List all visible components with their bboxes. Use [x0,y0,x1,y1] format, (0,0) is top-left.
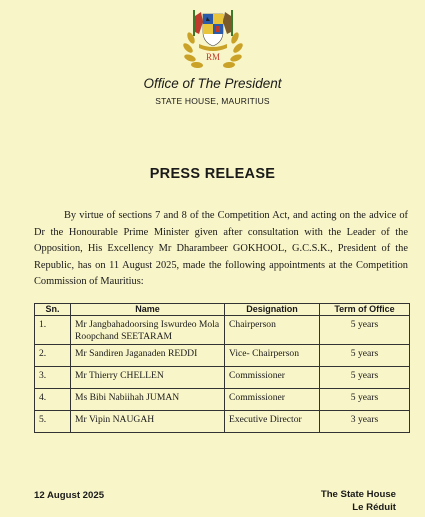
column-header-term: Term of Office [320,304,410,316]
body-paragraph: By virtue of sections 7 and 8 of the Competition Act, and acting on the advice of Dr the Honourable Prime Minister given after consultation with the Leader of the Opposition, His Excellency Mr Dharambeer GOKHOOL, G.C.S.K., President of the Republic, has on 11 August 2025, made the following appointments at the Competition Commission of Mauritius: [34,210,408,288]
cell-designation: Vice- Chairperson [225,345,320,367]
cell-designation: Commissioner [225,367,320,389]
table-row [35,411,410,433]
location-line-1: The State House [320,489,396,500]
cell-sn: 4. [35,389,71,411]
cell-sn: 1. [35,316,71,345]
table-row [35,367,410,389]
cell-name: Mr Jangbahadoorsing Iswurdeo Mola Roopchand SEETARAM [71,316,225,345]
coat-of-arms-icon [181,8,245,70]
cell-term: 5 years [320,316,410,345]
cell-sn: 5. [35,411,71,433]
cell-name: Ms Bibi Nabiihah JUMAN [71,389,225,411]
cell-designation: Executive Director [225,411,320,433]
cell-term: 5 years [320,345,410,367]
column-header-name: Name [71,304,225,316]
cell-name: Mr Thierry CHELLEN [71,367,225,389]
cell-sn: 3. [35,367,71,389]
appointments-table [34,303,410,433]
cell-term: 3 years [320,411,410,433]
cell-term: 5 years [320,367,410,389]
office-subtitle: STATE HOUSE, MAURITIUS [155,96,270,106]
cell-designation: Chairperson [225,316,320,345]
location-line-2: Le Réduit [352,502,396,513]
table-row [35,345,410,367]
table-row [35,316,410,345]
column-header-sn: Sn. [35,304,71,316]
table-header-row [35,304,410,316]
release-location [321,488,396,514]
cell-name: Mr Sandiren Jaganaden REDDI [71,345,225,367]
column-header-designation: Designation [225,304,320,316]
press-release-heading: PRESS RELEASE [149,166,276,182]
office-title: Office of The President [143,76,282,91]
crest-monogram: RM [205,52,221,62]
cell-term: 5 years [320,389,410,411]
cell-designation: Commissioner [225,389,320,411]
table-row [35,389,410,411]
cell-name: Mr Vipin NAUGAH [71,411,225,433]
release-date: 12 August 2025 [34,490,105,501]
cell-sn: 2. [35,345,71,367]
